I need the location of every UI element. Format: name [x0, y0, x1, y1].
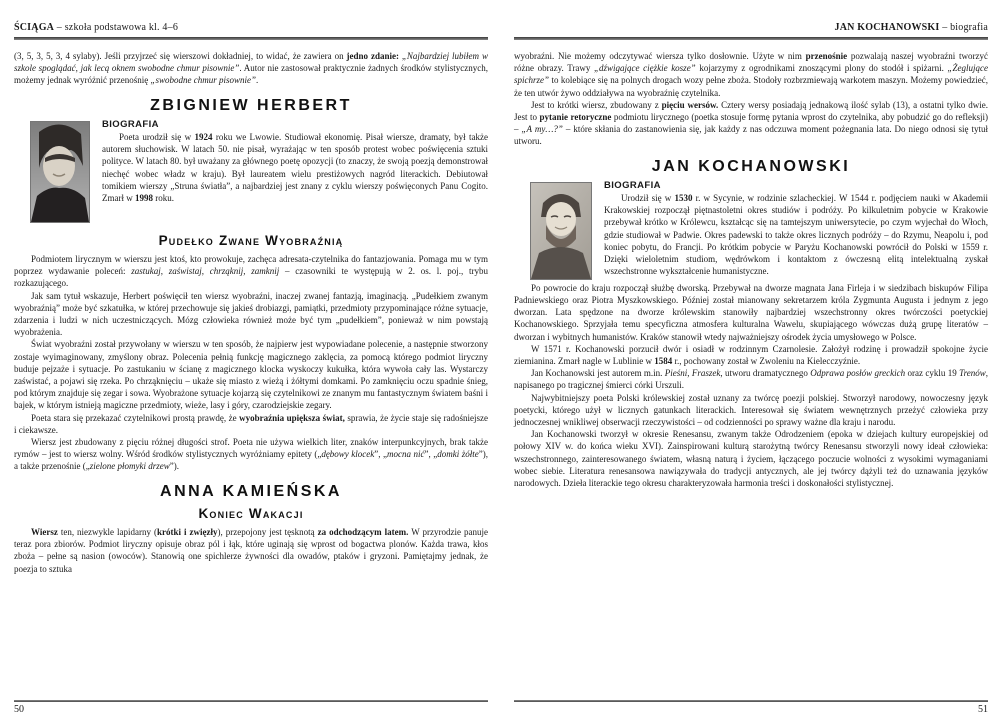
kamienska-paragraph: Wiersz ten, niezwykle lapidarny (krótki i zwięzły), przepojony jest tęsknotą za odchodzącym latem. W przyrodzie panuje teraz pora zbiorów. Podmiot liryczny opisuje obraz pól i łąk, które uginają się wprost od bogactwa plonów. Każda trawa, kłos zboża – pełne są nasion (owoców). Stanowią one spichlerze żywności dla owadów, ptaków i gryzoni. Pamiętajmy jednak, że poezja to sztuka [14, 527, 488, 574]
continuation-paragraph: wyobraźni. Nie możemy odczytywać wiersza tylko dosłownie. Użyte w nim przenośnie pozwalają naszej wyobraźni tworzyć różne obrazy. Trawy „dźwigające ciężkie kosze” kojarzymy z ogrodnikami znoszącymi plony do stodół i spiżarni. „Żeglujące spichrze” to kolebiące się na polnych drogach wozy pełne zboża. Stodoły rozbrzmiewają warkotem maszyn. Możemy powiedzieć, że ten utwór żywo oddziaływa na wyobraźnię czytelnika. [514, 51, 989, 98]
pudelko-paragraph-2: Jak sam tytuł wskazuje, Herbert poświęcił ten wiersz wyobraźni, inaczej zwanej fantazją, imaginacją. „Pudełkiem zwanym wyobraźnią” może być szkatułka, w której przechowuje się jakieś drobiazgi, pamiątki, przedmioty przypominające różne sytuacje, zdarzenia i ludzi w nich uczestniczących. Mózg człowieka również może być tym „pudełkiem”, ponieważ w nim powstają wyobrażenia. [14, 290, 488, 338]
biografia-label: BIOGRAFIA [102, 118, 159, 130]
running-head-series: ŚCIĄGA [14, 22, 55, 33]
running-head-subtitle: – szkoła podstawowa kl. 4–6 [54, 22, 179, 33]
pudelko-paragraph-3: Świat wyobraźni został przywołany w wierszu w ten sposób, że najpierw jest wypowiadane polecenie, a następnie stworzony zostaje wyimaginowany, zmyślony obraz. Polecenia pełnią funkcję magicznego zaklęcia, za pomocą którego podmiot liryczny buduje pejzaże i sytuacje. Po zastukaniu w ścianę z magicznego klocka wyskoczy kukułka, która wywoła cały las. Wystarczy zaświstać, a pojawi się rzeka. Po chrząknięciu – ukaże się miasto z wieżą i żółtymi domkami. Po zamknięciu oczu spadnie śnieg, pod którym znajduje się zegar i sowa. Wyobrażone sytuacje kojarzą się czytelnikowi ze znanym mu fantastycznym światem baśni i bajek, w którym istnieją magiczne przedmioty, wieże, lasy i góry, czarodziejskie zegary. [14, 339, 488, 411]
author-heading-kamienska: ANNA KAMIEŃSKA [160, 482, 342, 500]
biografia-label: BIOGRAFIA [604, 179, 661, 191]
kochanowski-portrait-engraving [530, 182, 592, 280]
author-heading-kochanowski: JAN KOCHANOWSKI [651, 157, 851, 175]
kochanowski-paragraph-2: Po powrocie do kraju rozpoczął służbę dworską. Przebywał na dworze magnata Jana Firleja i w siedzibach biskupów Filipa Padniewskiego oraz Piotra Myszkowskiego. Później został mianowany sekretarzem króla Zygmunta Augusta i jednym z jego dworzan. Lata spędzone na dworze królewskim stanowiły najbardziej wszechstronny okres twórczości poetyckiej Kochanowskiego. Sprzyjała temu specyficzna atmosfera kulturalna Wawelu, skupiającego wówczas dużą grupę literatów – dworzan i wybitnych humanistów. Kraków stanowił wtedy najważniejszy ośrodek życia umysłowego w Polsce. [514, 282, 988, 342]
pudelko-paragraph-1: Podmiotem lirycznym w wierszu jest ktoś, kto prowokuje, zachęca adresata-czytelnika do fantazjowania. Pomaga mu w tym poprzez wydawanie poleceń: zastukaj, zaświstaj, chrząknij, zamknij – czasowniki te występują w 2. os. l. poj., trybu rozkazującego. [14, 254, 488, 289]
intro-paragraph-2: Jest to krótki wiersz, zbudowany z pięciu wersów. Cztery wersy posiadają jednakową ilość sylab (13), a ostatni tylko dwie. Jest to pytanie retoryczne podmiotu lirycznego (poetka stosuje formę pytania wprost do czytelnika, aby pobudzić go do refleksji) – „A my…?” – które skłania do zastanowienia się, jak każdy z nas odczuwa moment pożegnania lata. Do niego odnosi się tytuł utworu. [514, 99, 989, 147]
running-head-author: JAN KOCHANOWSKI [834, 22, 940, 33]
running-head-section: – biografia [939, 22, 988, 33]
kochanowski-paragraph-3: W 1571 r. Kochanowski porzucił dwór i osiadł w rodzinnym Czarnolesie. Założył rodzinę i prowadził spokojne życie ziemianina. Zmarł nagle w Lublinie w 1584 r., pochowany został w Zwoleniu na Kielecczyźnie. [514, 343, 988, 367]
footer-right [514, 700, 988, 716]
footer-rule [14, 700, 488, 703]
herbert-photo-art [31, 122, 89, 222]
work-heading-koniec-wakacji: Koniec Wakacji [198, 505, 304, 521]
header-rule [514, 37, 988, 40]
herbert-bio-paragraph: Poeta urodził się w 1924 roku we Lwowie. Studiował ekonomię. Pisał wiersze, dramaty, był także autorem słuchowisk. W latach 50. nie pisał, wyrażając w ten sposób protest wobec poświęcenia sztuki polityce. W latach 80. był uważany za głównego poetę opozycji (to znaczy, że swoją poezją demonstrował niechęć wobec władz w kraju). Był laureatem wielu prestiżowych nagród literackich. Debiutował tomikiem wierszy „Struna światła”, a najbardziej jest znany z cyklu wierszy poświęconych Panu Cogito. Zmarł w 1998 roku. [102, 132, 488, 204]
pudelko-paragraph-5: Wiersz jest zbudowany z pięciu różnej długości strof. Poeta nie używa wielkich liter, znaków interpunkcyjnych, brak także rymów – jest to wiersz wolny. Wśród środków stylistycznych wyróżniamy epitety („dębowy klocek”, „mocna nić”, „domki żółte”), a także przenośnie („zielone płomyki drzew”). [14, 437, 488, 472]
header-rule [14, 37, 488, 40]
page-number: 51 [978, 704, 988, 715]
herbert-portrait-photo [30, 121, 90, 223]
footer-rule [514, 700, 988, 703]
continuation-paragraph: (3, 5, 3, 5, 3, 4 sylaby). Jeśli przyjrzeć się wierszowi dokładniej, to widać, że zawiera on jedno zdanie: „Najbardziej lubiłem w szkole spoglądać, jak lecą oknem swobodne chmur pisownie”. Autor nie zastosował praktycznie żadnych środków stylistycznych, możemy jednak wyróżnić przenośnię „swobodne chmur pisownie”. [14, 51, 488, 86]
page-number: 50 [14, 704, 24, 715]
kochanowski-photo-art [531, 183, 591, 279]
author-heading-herbert: ZBIGNIEW HERBERT [150, 96, 352, 114]
kochanowski-bio-block [514, 180, 988, 282]
herbert-bio-block [14, 119, 488, 225]
kochanowski-paragraph-6: Jan Kochanowski tworzył w okresie Renesansu, zwanym także Odrodzeniem (epoka w dziejach kultury europejskiej od połowy XIV w. do końca wieku XVI). Zainspirowani kulturą starożytną twórcy Renesansu stworzyli nowy ideał człowieka: wszechstronnego, zainteresowanego światem, własną naturą i życiem, łączącego poczucie wolności z wysokimi wymaganiami wobec siebie. Literatura renesansowa nawiązywała do tradycji antycznych, ale jej twórcy dążyli też do uznawania języków narodowych. Dzieła literackie tego okresu charakteryzowała harmonia treści i doskonałości stylistycznej. [514, 429, 988, 489]
pudelko-paragraph-4: Poeta stara się przekazać czytelnikowi prostą prawdę, że wyobraźnia upiększa świat, sprawia, że życie staje się radośniejsze i ciekawsze. [14, 412, 489, 435]
kochanowski-paragraph-5: Najwybitniejszy poeta Polski królewskiej został uznany za twórcę poezji polskiej. Stworzył narodowy, nowoczesny język poetycki, którego użył w licznych gatunkach literackich. Interesował się światem wewnętrznych przeżyć człowieka przy jednoczesnej wnikliwej obserwacji rzeczywistości – od codzienności po sprawy ważne dla kraju i narodu. [514, 392, 988, 428]
running-head-right [514, 0, 988, 34]
kochanowski-paragraph-4: Jan Kochanowski jest autorem m.in. Pieśni, Fraszek, utworu dramatycznego Odprawa posłów greckich oraz cyklu 19 Trenów, napisanego po tragicznej śmierci córki Urszuli. [514, 368, 988, 391]
work-heading-pudelko: Pudełko Zwane Wyobraźnią [158, 232, 344, 248]
page-right [500, 0, 1000, 721]
running-head-left [14, 0, 488, 34]
kochanowski-paragraph-1: Urodził się w 1530 r. w Sycynie, w rodzinie szlacheckiej. W 1544 r. podjęciem nauki w Akademii Krakowskiej rozpoczął piętnastoletni okres studiów i podróży. Po kilkuletnim pobycie w Krakowie przebywał krótko w Królewcu, kształcąc się na tamtejszym uniwersytecie, po czym wyjechał do Włoch, gdzie studiował w Padwie. Okres padewski to także okres licznych podróży – do Rzymu, Neapolu i, pod koniec pobytu, do Francji. Po krótkim pobycie w Paryżu Kochanowski powrócił do Polski w 1559 r. Dzięki wieloletnim studiom, wędrówkom i kontaktom z ówczesną elitą intelektualną zyskał wszechstronne wykształcenie humanistyczne. [604, 193, 988, 277]
footer-left [14, 700, 488, 716]
